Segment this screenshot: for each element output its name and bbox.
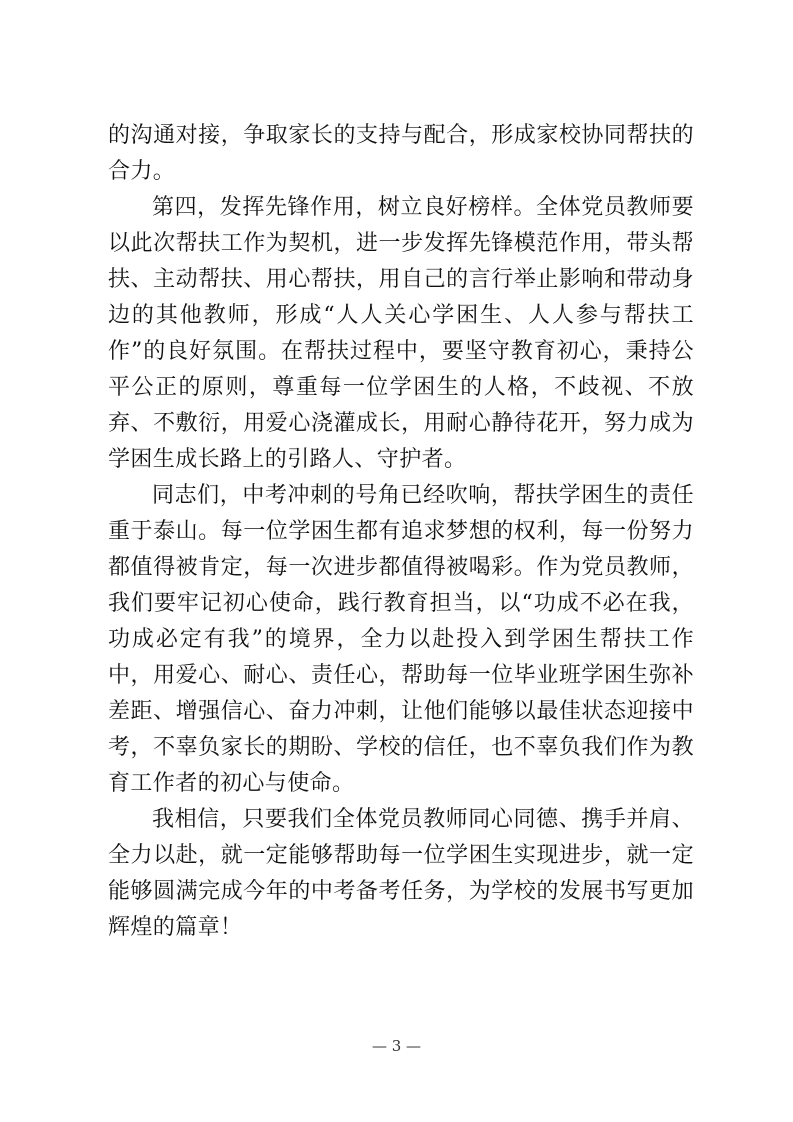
document-body xyxy=(108,118,694,946)
paragraph-conclusion: 我相信，只要我们全体党员教师同心同德、携手并肩、全力以赴，就一定能够帮助每一位学困生实现进步，就一定能够圆满完成今年的中考备考任务，为学校的发展书写更加辉煌的篇章！ xyxy=(108,807,694,940)
paragraph-fourth-point: 第四，发挥先锋作用，树立良好榜样。全体党员教师要以此次帮扶工作为契机，进一步发挥先锋模范作用，带头帮扶、主动帮扶、用心帮扶，用自己的言行举止影响和带动身边的其他教师，形成“人人关心学困生、人人参与帮扶工作”的良好氛围。在帮扶过程中，要坚守教育初心，秉持公平公正的原则，尊重每一位学困生的人格，不歧视、不放弃、不敷衍，用爱心浇灌成长，用耐心静待花开，努力成为学困生成长路上的引路人、守护者。 xyxy=(108,195,694,472)
paragraph-comrades: 同志们，中考冲刺的号角已经吹响，帮扶学困生的责任重于泰山。每一位学困生都有追求梦想的权利，每一份努力都值得被肯定，每一次进步都值得被喝彩。作为党员教师，我们要牢记初心使命，践行教育担当，以“功成不必在我，功成必定有我”的境界，全力以赴投入到学困生帮扶工作中，用爱心、耐心、责任心，帮助每一位毕业班学困生弥补差距、增强信心、奋力冲刺，让他们能够以最佳状态迎接中考，不辜负家长的期盼、学校的信任，也不辜负我们作为教育工作者的初心与使命。 xyxy=(108,483,694,796)
page-number: — 3 — xyxy=(371,1037,422,1055)
paragraph-continuation: 的沟通对接，争取家长的支持与配合，形成家校协同帮扶的合力。 xyxy=(108,123,694,184)
